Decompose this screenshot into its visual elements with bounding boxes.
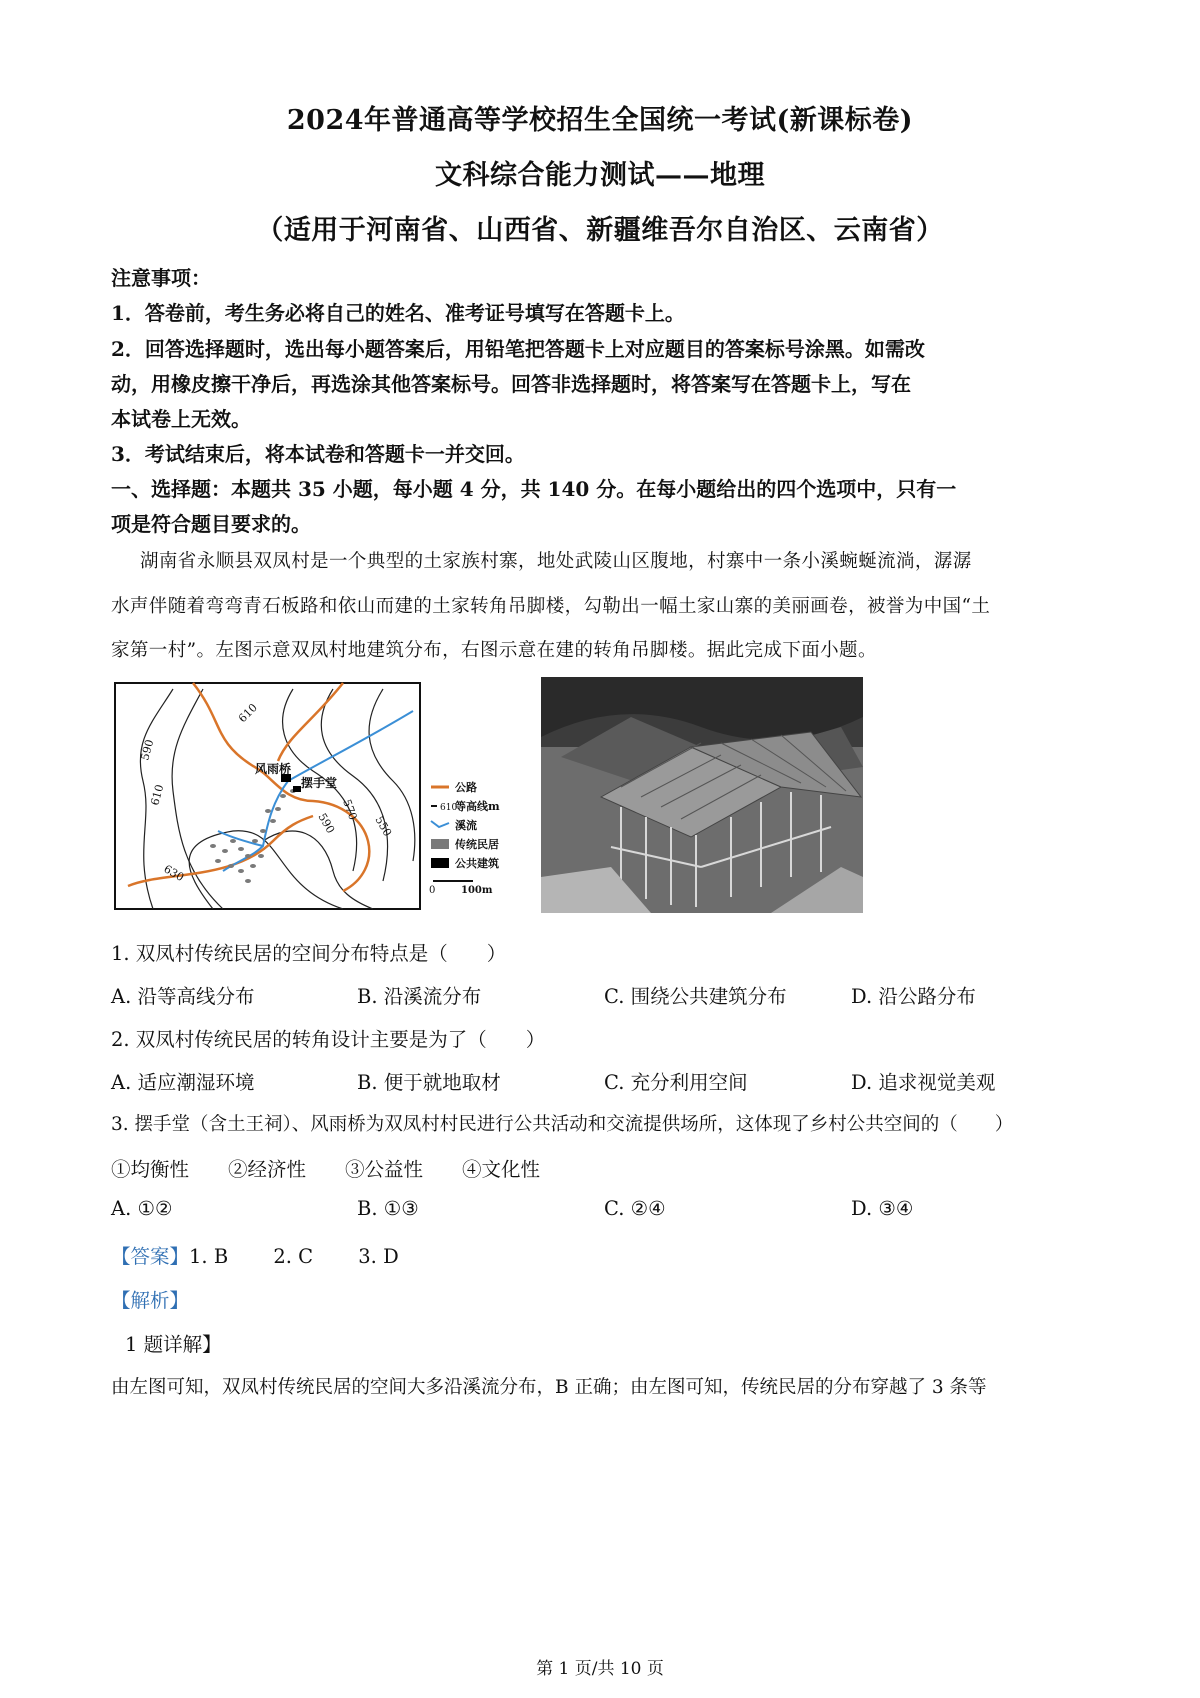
legend-public-swatch bbox=[431, 858, 449, 868]
page-number: 第 1 页/共 10 页 bbox=[536, 1659, 664, 1679]
q2-option-c[interactable]: C. 充分利用空间 bbox=[604, 1071, 748, 1094]
legend-houses-swatch bbox=[431, 839, 449, 849]
contour-label: 610 bbox=[148, 783, 167, 807]
analysis-label: 【解析】 bbox=[111, 1289, 190, 1312]
q3-option-a[interactable]: A. ①② bbox=[111, 1197, 173, 1220]
contour-label: 590 bbox=[315, 811, 338, 836]
question-2-stem: 2. 双凤村传统民居的转角设计主要是为了（ ） bbox=[111, 1028, 546, 1051]
bridge-label: 风雨桥 bbox=[255, 762, 292, 776]
answer-label: 【答案】 bbox=[111, 1245, 190, 1268]
q2-option-b[interactable]: B. 便于就地取材 bbox=[357, 1071, 501, 1094]
q1-option-b[interactable]: B. 沿溪流分布 bbox=[357, 985, 482, 1008]
q2-option-d[interactable]: D. 追求视觉美观 bbox=[851, 1071, 996, 1094]
legend-stream-label: 溪流 bbox=[455, 819, 477, 832]
hall-label: 摆手堂 bbox=[301, 776, 338, 790]
answer-line bbox=[111, 1241, 399, 1269]
answer-values: 1. B 2. C 3. D bbox=[189, 1245, 399, 1268]
exam-title: 2024年普通高等学校招生全国统一考试(新课标卷) bbox=[286, 105, 914, 136]
intro-line-1: 湖南省永顺县双凤村是一个典型的土家族村寨，地处武陵山区腹地，村寨中一条小溪蜿蜒流淌，潺潺 bbox=[140, 551, 972, 572]
q2-option-a[interactable]: A. 适应潮湿环境 bbox=[111, 1071, 255, 1094]
contour-label: 590 bbox=[138, 738, 157, 762]
legend-contour-label: 等高线m bbox=[455, 800, 500, 813]
contour-label: 630 bbox=[161, 862, 187, 885]
village-map bbox=[113, 681, 500, 913]
section-heading-cont: 项是符合题目要求的。 bbox=[111, 512, 311, 536]
q1-option-c[interactable]: C. 围绕公共建筑分布 bbox=[604, 985, 787, 1008]
contour-label: 610 bbox=[235, 701, 260, 726]
public-building bbox=[293, 786, 301, 792]
q1-option-a[interactable]: A. 沿等高线分布 bbox=[111, 985, 255, 1008]
exam-subtitle: 文科综合能力测试——地理 bbox=[435, 160, 765, 191]
analysis-subheading: 1 题详解】 bbox=[125, 1333, 222, 1356]
intro-line-2: 水声伴随着弯弯青石板路和依山而建的土家转角吊脚楼，勾勒出一幅土家山寨的美丽画卷，被誉为中国“土 bbox=[111, 596, 991, 617]
intro-line-3: 家第一村”。左图示意双凤村地建筑分布，右图示意在建的转角吊脚楼。据此完成下面小题。 bbox=[111, 640, 877, 661]
legend-road-label: 公路 bbox=[455, 781, 477, 794]
note-item-2: 2．回答选择题时，选出每小题答案后，用铅笔把答题卡上对应题目的答案标号涂黑。如需改 bbox=[111, 337, 925, 361]
note-item-2-end: 本试卷上无效。 bbox=[111, 407, 251, 431]
section-heading: 一、选择题：本题共 35 小题，每小题 4 分，共 140 分。在每小题给出的四个选项中，只有一 bbox=[111, 477, 957, 501]
legend-public-label: 公共建筑 bbox=[455, 857, 499, 870]
note-item-1: 1．答卷前，考生务必将自己的姓名、准考证号填写在答题卡上。 bbox=[111, 301, 685, 325]
q3-statements: ①均衡性 ②经济性 ③公益性 ④文化性 bbox=[111, 1158, 541, 1181]
question-3-stem: 3. 摆手堂（含土王祠）、风雨桥为双凤村村民进行公共活动和交流提供场所，这体现了乡村公共空间的（ ） bbox=[111, 1114, 1014, 1135]
q3-option-d[interactable]: D. ③④ bbox=[851, 1197, 914, 1220]
legend-stream-swatch bbox=[431, 821, 449, 827]
contour-label: 550 bbox=[372, 814, 395, 839]
scale-zero: 0 bbox=[429, 885, 436, 896]
scale-end: 100m bbox=[461, 885, 493, 896]
stilt-house-photo bbox=[541, 677, 863, 913]
legend-contour-sample: 610 bbox=[440, 803, 458, 813]
analysis-text: 由左图可知，双凤村传统民居的空间大多沿溪流分布，B 正确；由左图可知，传统民居的分布穿越了 3 条等 bbox=[111, 1377, 987, 1398]
q1-option-d[interactable]: D. 沿公路分布 bbox=[851, 985, 976, 1008]
legend-houses-label: 传统民居 bbox=[455, 838, 499, 851]
note-item-3: 3．考试结束后，将本试卷和答题卡一并交回。 bbox=[111, 442, 525, 466]
q3-option-b[interactable]: B. ①③ bbox=[357, 1197, 419, 1220]
q3-option-c[interactable]: C. ②④ bbox=[604, 1197, 666, 1220]
exam-scope: （适用于河南省、山西省、新疆维吾尔自治区、云南省） bbox=[256, 215, 944, 246]
question-1-stem: 1. 双凤村传统民居的空间分布特点是（ ） bbox=[111, 942, 507, 965]
note-item-2-cont: 动，用橡皮擦干净后，再选涂其他答案标号。回答非选择题时，将答案写在答题卡上，写在 bbox=[111, 372, 911, 396]
contour-label: 570 bbox=[340, 797, 360, 822]
notes-heading: 注意事项： bbox=[111, 266, 211, 290]
